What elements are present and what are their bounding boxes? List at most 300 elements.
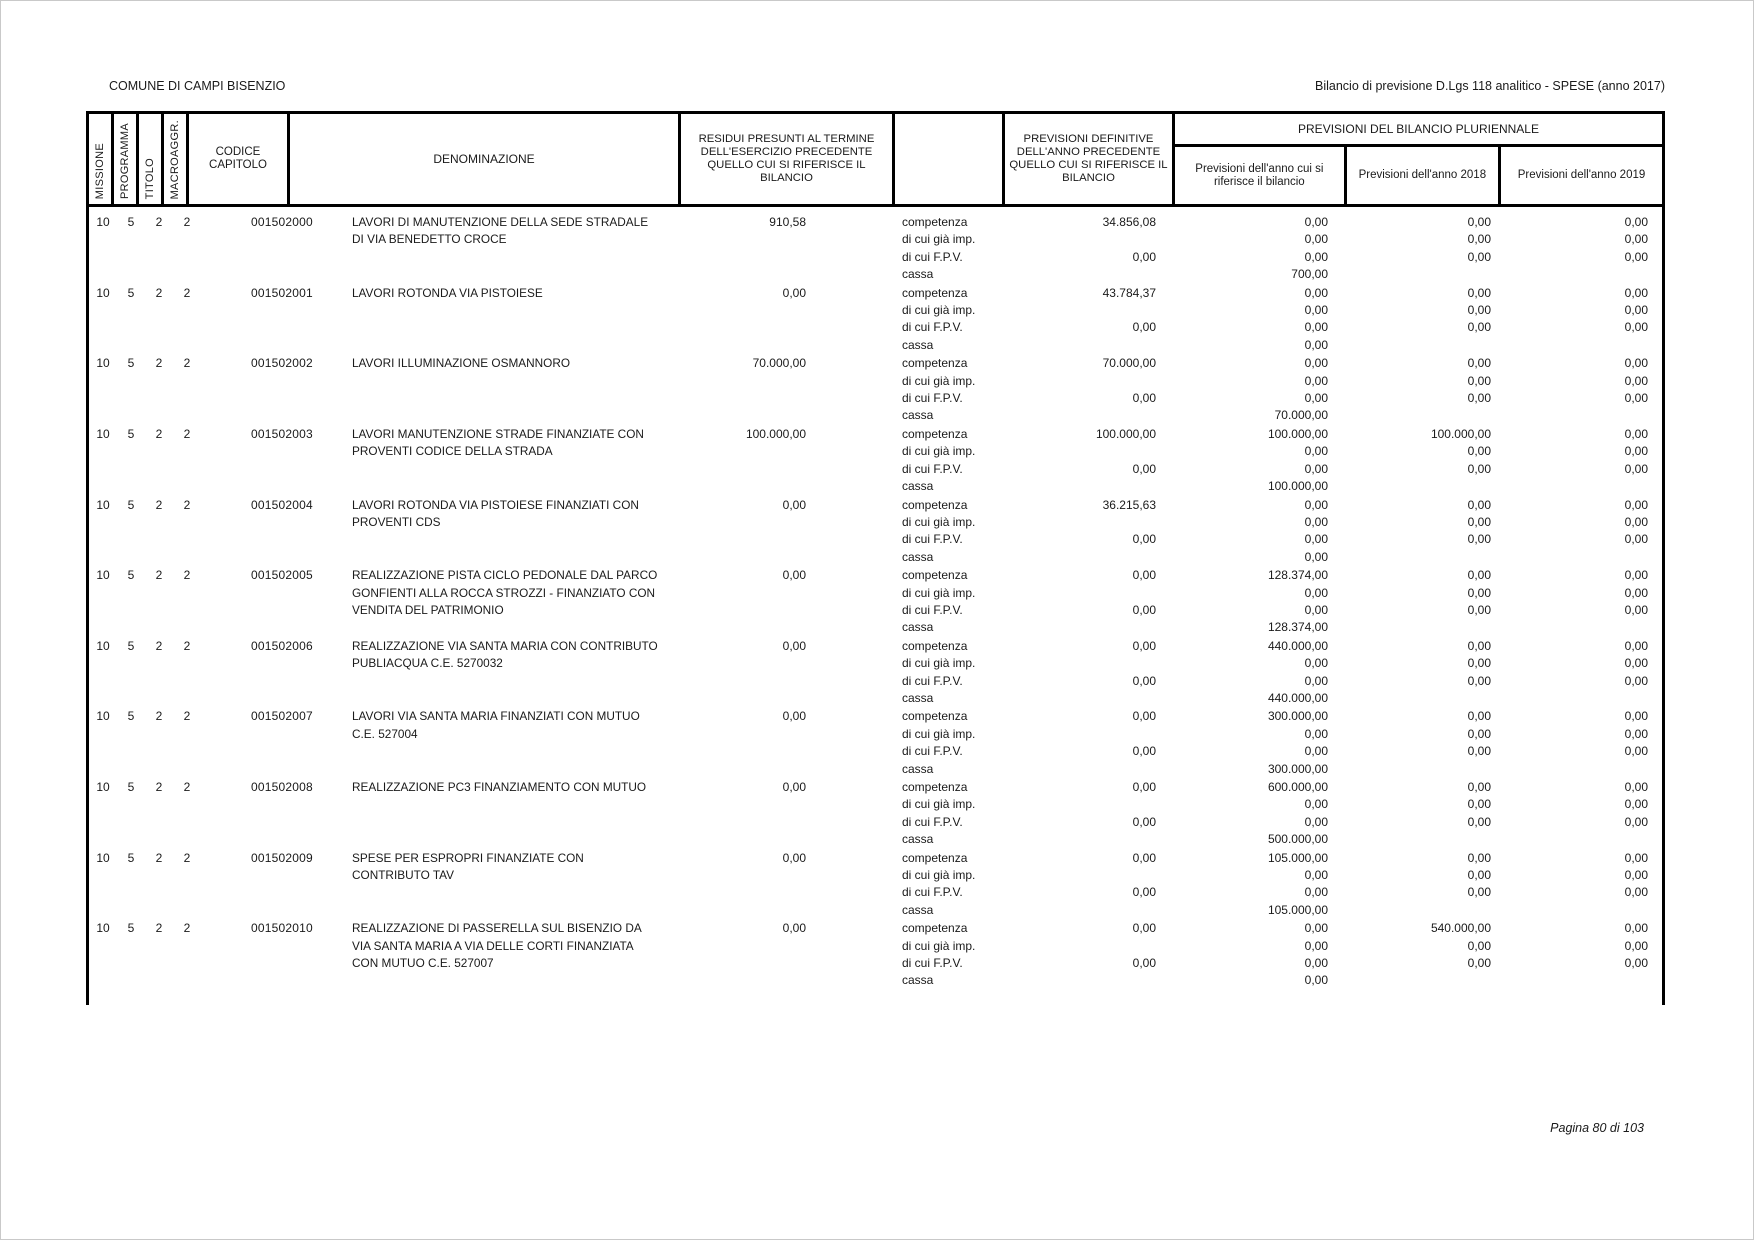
amount-anno-2018: 0,00 [1467,320,1491,335]
amount-anno-bilancio: 600.000,00 [1267,780,1328,794]
amount-previsioni-definitive: 0,00 [1132,602,1156,617]
amount-anno-2018: 0,00 [1467,497,1491,512]
amount-anno-bilancio: 300.000,00 [1267,709,1328,724]
amount-anno-bilancio: 0,00 [1304,921,1328,936]
amount-anno-bilancio: 0,00 [1304,320,1328,335]
amount-line-label: competenza [902,568,968,583]
amount-anno-2018: 0,00 [1467,602,1491,617]
amount-previsioni-definitive: 0,00 [1132,461,1156,476]
amount-line-label: di cui F.P.V. [902,814,963,829]
amount-anno-2018: 0,00 [1467,585,1491,600]
amount-previsioni-definitive: 0,00 [1132,673,1156,688]
amount-line-label: di cui già imp. [902,868,976,883]
row-denominazione: LAVORI ROTONDA VIA PISTOIESE FINANZIATI CON PROVENTI CDS [352,497,639,529]
amount-anno-2019 [1497,831,1662,848]
row-residui-presunti: 0,00 [782,709,806,724]
row-programma: 5 [127,921,135,936]
amount-anno-2018 [1342,972,1497,989]
amount-anno-2019: 0,00 [1624,673,1648,688]
amount-previsioni-definitive [996,867,1169,884]
amount-anno-2018: 0,00 [1467,514,1491,529]
amount-anno-bilancio: 100.000,00 [1267,479,1328,494]
amount-line [883,743,1662,760]
amount-previsioni-definitive: 34.856,08 [1102,215,1156,229]
amount-previsioni-definitive: 0,00 [1132,885,1156,900]
amount-anno-bilancio: 0,00 [1304,938,1328,953]
column-header-denominazione: DENOMINAZIONE [287,111,681,207]
amount-anno-2018: 0,00 [1467,638,1491,653]
amount-anno-2019 [1497,549,1662,566]
row-amounts [883,426,1662,496]
column-header-macroaggr-label: MACROAGGR. [168,119,181,199]
column-header-previsioni-anno-2018: Previsioni dell'anno 2018 [1344,147,1498,204]
table-row [89,920,1662,990]
amount-previsioni-definitive: 0,00 [1132,921,1156,936]
amount-line [883,319,1662,336]
column-header-missione-label: MISSIONE [93,142,106,199]
amount-anno-2018: 0,00 [1467,673,1491,688]
amount-previsioni-definitive [996,796,1169,813]
row-residui-presunti: 0,00 [782,638,806,653]
amount-anno-bilancio: 0,00 [1304,744,1328,759]
amount-anno-2019 [1497,972,1662,989]
amount-anno-2019: 0,00 [1624,814,1648,829]
amount-previsioni-definitive: 0,00 [1132,709,1156,724]
amount-line-label: cassa [902,973,934,988]
amount-line-label: cassa [902,902,934,917]
table-row [89,426,1662,496]
amount-line-label: di cui F.P.V. [902,320,963,335]
amount-anno-2018 [1342,407,1497,424]
amount-anno-2019: 0,00 [1624,868,1648,883]
amount-anno-2019: 0,00 [1624,709,1648,724]
row-residui-presunti: 0,00 [782,921,806,936]
row-denominazione: REALIZZAZIONE DI PASSERELLA SUL BISENZIO DA VIA SANTA MARIA A VIA DELLE CORTI FINANZIATA CON MUTUO C.E. 527007 [352,921,642,971]
column-header-previsioni-anno-2019: Previsioni dell'anno 2019 [1498,147,1662,204]
amount-line [883,355,1662,372]
amount-previsioni-definitive: 0,00 [1132,780,1156,794]
amount-anno-2018: 0,00 [1467,444,1491,459]
amount-anno-2019: 0,00 [1624,514,1648,529]
amount-previsioni-definitive [996,373,1169,390]
amount-previsioni-definitive [996,938,1169,955]
amount-anno-bilancio: 0,00 [1304,444,1328,459]
amount-anno-2018 [1342,478,1497,495]
amount-anno-bilancio: 0,00 [1304,249,1328,264]
amount-anno-bilancio: 0,00 [1304,497,1328,512]
row-programma: 5 [127,568,135,583]
amount-line [883,478,1662,495]
amount-previsioni-definitive [996,619,1169,636]
amount-anno-2018: 0,00 [1467,744,1491,759]
amount-anno-bilancio: 0,00 [1304,656,1328,671]
row-amounts [883,214,1662,284]
amount-line [883,567,1662,584]
row-missione: 10 [96,497,110,512]
amount-line-label: cassa [902,549,934,564]
amount-anno-bilancio: 0,00 [1304,285,1328,300]
amount-line [883,214,1662,231]
amount-line [883,514,1662,531]
row-titolo: 2 [155,426,163,441]
amount-line [883,337,1662,354]
row-titolo: 2 [155,709,163,724]
amount-line [883,673,1662,690]
amount-line-label: di cui già imp. [902,726,976,741]
amount-anno-2018 [1342,690,1497,707]
table-row [89,779,1662,849]
row-amounts [883,567,1662,637]
amount-line [883,266,1662,283]
amount-anno-2019: 0,00 [1624,391,1648,406]
amount-previsioni-definitive [996,585,1169,602]
amount-anno-2019: 0,00 [1624,726,1648,741]
amount-line-label: competenza [902,215,968,229]
row-missione: 10 [96,568,110,583]
row-codice-capitolo: 001502006 [251,638,313,653]
amount-anno-bilancio: 128.374,00 [1267,568,1328,583]
amount-anno-bilancio: 0,00 [1304,973,1328,988]
amount-anno-bilancio: 0,00 [1304,814,1328,829]
amount-anno-2018: 0,00 [1467,780,1491,794]
amount-previsioni-definitive [996,831,1169,848]
amount-anno-2019: 0,00 [1624,215,1648,229]
row-macroaggr: 2 [183,850,191,865]
amount-line-label: competenza [902,709,968,724]
table-row [89,497,1662,567]
amount-line [883,231,1662,248]
amount-anno-2019 [1497,478,1662,495]
row-amounts [883,850,1662,920]
amount-previsioni-definitive [996,302,1169,319]
amount-line [883,761,1662,778]
amount-anno-2018: 0,00 [1467,850,1491,865]
amount-line [883,302,1662,319]
row-programma: 5 [127,638,135,653]
row-titolo: 2 [155,215,163,229]
amount-previsioni-definitive [996,443,1169,460]
row-titolo: 2 [155,285,163,300]
row-programma: 5 [127,780,135,794]
amount-anno-bilancio: 105.000,00 [1267,902,1328,917]
amount-anno-bilancio: 440.000,00 [1267,638,1328,653]
row-missione: 10 [96,638,110,653]
amount-anno-bilancio: 0,00 [1304,868,1328,883]
amount-anno-bilancio: 0,00 [1304,337,1328,352]
row-missione: 10 [96,780,110,794]
amount-anno-2018: 0,00 [1467,868,1491,883]
amount-line [883,726,1662,743]
amount-line [883,407,1662,424]
table-body [86,207,1665,1005]
amount-anno-2019: 0,00 [1624,320,1648,335]
amount-anno-bilancio: 300.000,00 [1267,761,1328,776]
amount-anno-2018: 0,00 [1467,568,1491,583]
amount-line-label: di cui F.P.V. [902,391,963,406]
column-header-codice-capitolo: CODICE CAPITOLO [186,111,290,207]
row-macroaggr: 2 [183,568,191,583]
amount-line [883,531,1662,548]
row-missione: 10 [96,426,110,441]
amount-line-label: di cui F.P.V. [902,602,963,617]
amount-anno-2019: 0,00 [1624,656,1648,671]
amount-anno-bilancio: 0,00 [1304,356,1328,371]
amount-anno-bilancio: 0,00 [1304,885,1328,900]
column-header-missione [86,111,114,207]
amount-anno-bilancio: 70.000,00 [1274,408,1328,423]
row-titolo: 2 [155,638,163,653]
amount-anno-2019: 0,00 [1624,938,1648,953]
amount-line [883,902,1662,919]
amount-anno-2018: 0,00 [1467,726,1491,741]
amount-line-label: competenza [902,497,968,512]
amount-anno-2019: 0,00 [1624,744,1648,759]
row-macroaggr: 2 [183,921,191,936]
row-residui-presunti: 0,00 [782,850,806,865]
amount-anno-2018 [1342,619,1497,636]
row-titolo: 2 [155,497,163,512]
row-macroaggr: 2 [183,638,191,653]
amount-line-label: cassa [902,690,934,705]
table-row [89,285,1662,355]
amount-anno-bilancio: 0,00 [1304,726,1328,741]
page-footer [86,1121,1665,1135]
row-amounts [883,638,1662,708]
amount-previsioni-definitive [996,690,1169,707]
row-amounts [883,497,1662,567]
amount-line-label: di cui F.P.V. [902,956,963,971]
amount-previsioni-definitive [996,514,1169,531]
row-denominazione: LAVORI ROTONDA VIA PISTOIESE [352,285,543,300]
amount-anno-2018: 0,00 [1467,709,1491,724]
amount-anno-2018: 0,00 [1467,461,1491,476]
row-codice-capitolo: 001502007 [251,709,313,724]
row-residui-presunti: 0,00 [782,285,806,300]
table-row [89,638,1662,708]
amount-anno-2018: 0,00 [1467,797,1491,812]
amount-line [883,549,1662,566]
amount-anno-2019: 0,00 [1624,638,1648,653]
amount-line [883,373,1662,390]
amount-line-label: di cui già imp. [902,232,976,247]
column-header-titolo-label: TITOLO [143,157,156,199]
row-missione: 10 [96,921,110,936]
amount-previsioni-definitive: 0,00 [1132,814,1156,829]
row-denominazione: LAVORI MANUTENZIONE STRADE FINANZIATE CON PROVENTI CODICE DELLA STRADA [352,426,644,459]
amount-line-label: di cui F.P.V. [902,461,963,476]
amount-anno-bilancio: 0,00 [1304,391,1328,406]
amount-anno-bilancio: 0,00 [1304,532,1328,547]
row-residui-presunti: 70.000,00 [752,356,806,371]
row-codice-capitolo: 001502001 [251,285,313,300]
amount-anno-2018: 0,00 [1467,232,1491,247]
amount-anno-2019: 0,00 [1624,444,1648,459]
amount-line-label: di cui già imp. [902,938,976,953]
row-programma: 5 [127,356,135,371]
row-titolo: 2 [155,356,163,371]
amount-anno-2018: 0,00 [1467,373,1491,388]
row-codice-capitolo: 001502002 [251,356,313,371]
amount-anno-2018: 0,00 [1467,285,1491,300]
amount-anno-bilancio: 0,00 [1304,461,1328,476]
row-denominazione: LAVORI VIA SANTA MARIA FINANZIATI CON MUTUO C.E. 527004 [352,709,640,741]
row-codice-capitolo: 001502000 [251,215,313,229]
amount-anno-2018 [1342,337,1497,354]
amount-previsioni-definitive [996,337,1169,354]
row-amounts [883,779,1662,849]
amount-line [883,920,1662,937]
amount-line [883,779,1662,796]
amount-line [883,655,1662,672]
amount-anno-2018 [1342,266,1497,283]
amount-line-label: cassa [902,620,934,635]
row-denominazione: LAVORI ILLUMINAZIONE OSMANNORO [352,356,571,371]
row-macroaggr: 2 [183,285,191,300]
amount-anno-2019 [1497,337,1662,354]
amount-line [883,884,1662,901]
amount-anno-bilancio: 440.000,00 [1267,690,1328,705]
table-row [89,567,1662,637]
column-header-previsioni-anno-bilancio: Previsioni dell'anno cui si riferisce il bilancio [1195,162,1324,188]
column-group-pluriennale-subheaders [1175,147,1662,204]
amount-anno-2018: 0,00 [1467,656,1491,671]
amount-line-label: competenza [902,356,968,371]
amount-anno-2019: 0,00 [1624,568,1648,583]
amount-line [883,426,1662,443]
amount-line [883,831,1662,848]
amount-line-label: di cui già imp. [902,656,976,671]
row-missione: 10 [96,356,110,371]
amount-line-label: di cui F.P.V. [902,673,963,688]
amount-previsioni-definitive: 0,00 [1132,249,1156,264]
amount-anno-bilancio: 0,00 [1304,303,1328,318]
row-programma: 5 [127,215,135,229]
amount-previsioni-definitive [996,266,1169,283]
amount-anno-2019: 0,00 [1624,373,1648,388]
amount-previsioni-definitive: 0,00 [1132,850,1156,865]
amount-line-label: cassa [902,832,934,847]
row-residui-presunti: 0,00 [782,497,806,512]
row-codice-capitolo: 001502008 [251,780,313,794]
row-missione: 10 [96,709,110,724]
amount-anno-2019: 0,00 [1624,585,1648,600]
amount-anno-bilancio: 128.374,00 [1267,620,1328,635]
row-macroaggr: 2 [183,356,191,371]
amount-anno-2019 [1497,407,1662,424]
amount-line [883,690,1662,707]
amount-line [883,796,1662,813]
amount-line [883,497,1662,514]
row-titolo: 2 [155,568,163,583]
amount-anno-2019: 0,00 [1624,956,1648,971]
amount-anno-2019: 0,00 [1624,602,1648,617]
amount-anno-2019: 0,00 [1624,921,1648,936]
amount-anno-2019 [1497,902,1662,919]
row-programma: 5 [127,709,135,724]
table-row [89,355,1662,425]
amount-line-label: competenza [902,850,968,865]
amount-anno-2018: 0,00 [1467,391,1491,406]
amount-line-label: competenza [902,285,968,300]
amount-anno-2018: 0,00 [1467,532,1491,547]
column-header-residui-presunti: RESIDUI PRESUNTI AL TERMINE DELL'ESERCIZIO PRECEDENTE QUELLO CUI SI RIFERISCE IL BILANCIO [678,111,895,207]
row-codice-capitolo: 001502010 [251,921,313,936]
row-residui-presunti: 0,00 [782,568,806,583]
row-macroaggr: 2 [183,426,191,441]
amount-anno-2019 [1497,266,1662,283]
amount-line-label: competenza [902,426,968,441]
column-header-macroaggr [161,111,189,207]
amount-anno-bilancio: 0,00 [1304,585,1328,600]
amount-previsioni-definitive: 100.000,00 [1095,426,1156,441]
row-programma: 5 [127,426,135,441]
amount-anno-2019: 0,00 [1624,232,1648,247]
row-programma: 5 [127,850,135,865]
row-codice-capitolo: 001502009 [251,850,313,865]
amount-previsioni-definitive [996,902,1169,919]
amount-line-label: cassa [902,267,934,282]
amount-line [883,443,1662,460]
amount-anno-bilancio: 0,00 [1304,549,1328,564]
row-programma: 5 [127,285,135,300]
amount-previsioni-definitive: 70.000,00 [1102,356,1156,371]
amount-anno-bilancio: 0,00 [1304,215,1328,229]
amount-anno-bilancio: 100.000,00 [1267,426,1328,441]
amount-line-label: di cui F.P.V. [902,885,963,900]
amount-anno-bilancio: 0,00 [1304,602,1328,617]
amount-anno-2018 [1342,831,1497,848]
amount-previsioni-definitive [996,549,1169,566]
row-macroaggr: 2 [183,709,191,724]
amount-anno-2019 [1497,690,1662,707]
amount-anno-2019 [1497,619,1662,636]
column-header-pluriennale-title: PREVISIONI DEL BILANCIO PLURIENNALE [1175,114,1662,147]
table-row [89,850,1662,920]
amount-anno-bilancio: 0,00 [1304,797,1328,812]
amount-line-label: di cui F.P.V. [902,532,963,547]
page-number: Pagina 80 di 103 [1550,1121,1644,1135]
amount-anno-bilancio: 0,00 [1304,956,1328,971]
amount-line-label: di cui già imp. [902,303,976,318]
amount-anno-2018: 100.000,00 [1430,426,1491,441]
amount-anno-2019: 0,00 [1624,356,1648,371]
amount-line-label: cassa [902,761,934,776]
amount-previsioni-definitive [996,726,1169,743]
amount-anno-bilancio: 0,00 [1304,373,1328,388]
amount-line-label: di cui già imp. [902,585,976,600]
amount-anno-2019: 0,00 [1624,797,1648,812]
row-amounts [883,355,1662,425]
document-title-right: Bilancio di previsione D.Lgs 118 analitico - SPESE (anno 2017) [1315,79,1665,93]
row-macroaggr: 2 [183,215,191,229]
row-titolo: 2 [155,921,163,936]
row-titolo: 2 [155,780,163,794]
amount-line-label: competenza [902,921,968,936]
column-header-titolo [136,111,164,207]
amount-anno-2019 [1497,761,1662,778]
amount-anno-2018: 0,00 [1467,956,1491,971]
amount-previsioni-definitive: 43.784,37 [1102,285,1156,300]
amount-line-label: cassa [902,408,934,423]
row-amounts [883,285,1662,355]
amount-line [883,867,1662,884]
column-header-blank [892,111,1005,207]
amount-previsioni-definitive: 36.215,63 [1102,497,1156,512]
amount-line-label: di cui già imp. [902,514,976,529]
amount-line [883,708,1662,725]
amount-anno-2018: 0,00 [1467,814,1491,829]
amount-line [883,955,1662,972]
